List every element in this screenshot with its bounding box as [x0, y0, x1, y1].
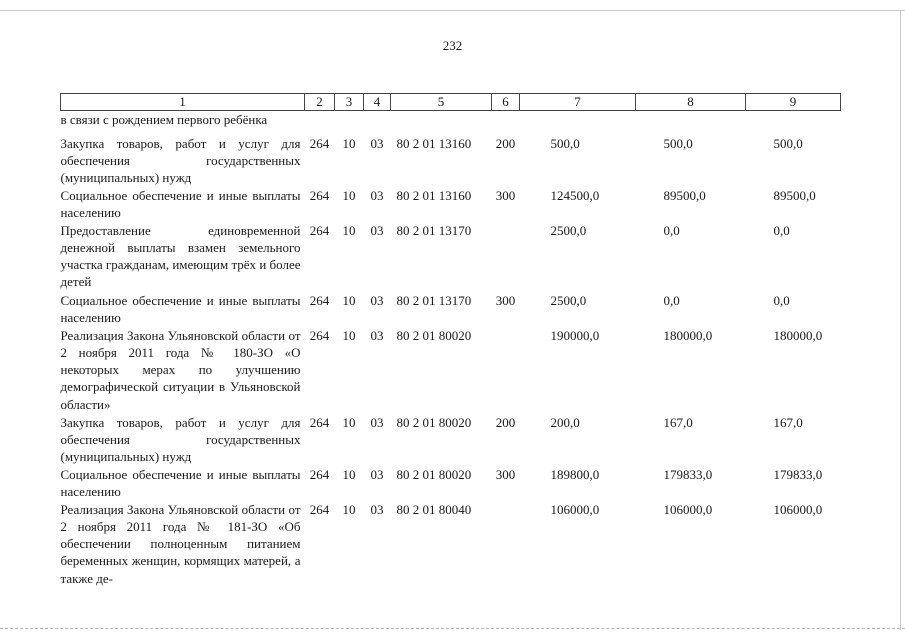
row-target-article: 80 2 01 13170 [396, 292, 472, 308]
row-amount-col7: 190000,0 [550, 327, 600, 343]
row-ministry-code: 264 [309, 292, 330, 308]
table-row [61, 414, 841, 466]
row-expense-type: 300 [495, 187, 516, 203]
page-top-border [0, 10, 905, 11]
row-amount-col8: 180000,0 [663, 327, 713, 343]
row-amount-col7: 200,0 [550, 414, 580, 430]
row-subsection: 03 [370, 414, 384, 430]
header-col-8: 8 [636, 94, 746, 111]
row-amount-col9: 0,0 [773, 222, 790, 238]
row-amount-col8 [636, 111, 746, 135]
table-row [61, 187, 841, 222]
row-expense-type: 200 [495, 135, 516, 151]
row-name: Закупка товаров, работ и услуг для обеспечения государственных (муниципальных) нужд [60, 135, 301, 186]
header-col-1: 1 [61, 94, 305, 111]
row-expense-type [492, 501, 520, 588]
header-row [61, 94, 841, 111]
header-col-7: 7 [520, 94, 636, 111]
header-col-5: 5 [391, 94, 492, 111]
row-amount-col7: 106000,0 [550, 501, 600, 517]
row-target-article: 80 2 01 13160 [396, 187, 472, 203]
row-amount-col7: 189800,0 [550, 466, 600, 482]
row-name: Реализация Закона Ульяновской области от 2 ноября 2011 года № 181-ЗО «Об обеспечении полноценным питанием беременных женщин, кормящих матерей, а также де- [60, 501, 301, 586]
row-subsection: 03 [370, 292, 384, 308]
row-amount-col8: 179833,0 [663, 466, 713, 482]
row-ministry-code: 264 [309, 327, 330, 343]
row-ministry-code: 264 [309, 222, 330, 238]
row-name: Социальное обеспечение и иные выплаты населению [60, 292, 301, 325]
row-amount-col9: 500,0 [773, 135, 803, 151]
row-target-article: 80 2 01 13170 [396, 222, 472, 238]
row-amount-col9: 89500,0 [773, 187, 816, 203]
row-amount-col9 [746, 111, 841, 135]
row-amount-col9: 167,0 [773, 414, 803, 430]
row-subsection: 03 [370, 466, 384, 482]
row-name: Предоставление единовременной денежной выплаты взамен земельного участка гражданам, имеющим трёх и более детей [60, 222, 301, 290]
table-row [61, 292, 841, 327]
header-col-4: 4 [364, 94, 391, 111]
row-amount-col9: 0,0 [773, 292, 790, 308]
row-amount-col8: 167,0 [663, 414, 693, 430]
page-number: 232 [442, 38, 463, 53]
row-amount-col9: 180000,0 [773, 327, 823, 343]
header-col-6: 6 [492, 94, 520, 111]
row-target-article: 80 2 01 80020 [396, 414, 472, 430]
row-expense-type [492, 327, 520, 414]
row-amount-col8: 500,0 [663, 135, 693, 151]
row-ministry-code: 264 [309, 187, 330, 203]
row-subsection: 03 [370, 222, 384, 238]
row-amount-col8: 0,0 [663, 222, 680, 238]
row-section: 10 [342, 501, 356, 517]
row-name: в связи с рождением первого ребёнка [60, 112, 268, 127]
row-ministry-code: 264 [309, 501, 330, 517]
table-row [61, 466, 841, 501]
row-section: 10 [342, 414, 356, 430]
row-section: 10 [342, 187, 356, 203]
row-expense-type [492, 222, 520, 292]
row-name: Закупка товаров, работ и услуг для обеспечения государственных (муниципальных) нужд [60, 414, 301, 465]
row-subsection: 03 [370, 135, 384, 151]
row-subsection: 03 [370, 187, 384, 203]
row-name: Социальное обеспечение и иные выплаты населению [60, 187, 301, 220]
row-target-article: 80 2 01 80020 [396, 466, 472, 482]
row-subsection [364, 111, 391, 135]
row-subsection: 03 [370, 327, 384, 343]
row-amount-col8: 0,0 [663, 292, 680, 308]
page-right-border [900, 10, 901, 630]
row-ministry-code: 264 [309, 414, 330, 430]
row-target-article: 80 2 01 13160 [396, 135, 472, 151]
row-amount-col7: 2500,0 [550, 222, 587, 238]
row-amount-col7: 2500,0 [550, 292, 587, 308]
header-col-3: 3 [335, 94, 364, 111]
row-section: 10 [342, 222, 356, 238]
page-bottom-border [0, 628, 905, 629]
row-subsection: 03 [370, 501, 384, 517]
row-expense-type: 300 [495, 466, 516, 482]
budget-table [60, 93, 841, 588]
row-amount-col9: 106000,0 [773, 501, 823, 517]
row-amount-col7: 124500,0 [550, 187, 600, 203]
row-amount-col7: 500,0 [550, 135, 580, 151]
row-target-article [391, 111, 492, 135]
row-ministry-code [305, 111, 335, 135]
row-target-article: 80 2 01 80020 [396, 327, 472, 343]
row-amount-col7 [520, 111, 636, 135]
table-row [61, 111, 841, 135]
row-amount-col8: 106000,0 [663, 501, 713, 517]
row-section: 10 [342, 135, 356, 151]
row-section [335, 111, 364, 135]
row-expense-type: 200 [495, 414, 516, 430]
row-section: 10 [342, 292, 356, 308]
row-amount-col8: 89500,0 [663, 187, 706, 203]
row-name: Реализация Закона Ульяновской области от 2 ноября 2011 года № 180-ЗО «О некоторых мерах по улучшению демографической ситуации в Ульяновской области» [60, 327, 301, 412]
table-row [61, 327, 841, 414]
row-name: Социальное обеспечение и иные выплаты населению [60, 466, 301, 499]
row-amount-col9: 179833,0 [773, 466, 823, 482]
row-target-article: 80 2 01 80040 [396, 501, 472, 517]
row-ministry-code: 264 [309, 466, 330, 482]
row-section: 10 [342, 466, 356, 482]
row-expense-type: 300 [495, 292, 516, 308]
row-expense-type [492, 111, 520, 135]
row-ministry-code: 264 [309, 135, 330, 151]
header-col-2: 2 [305, 94, 335, 111]
row-section: 10 [342, 327, 356, 343]
table-row [61, 135, 841, 187]
table-row [61, 222, 841, 292]
table-row [61, 501, 841, 588]
header-col-9: 9 [746, 94, 841, 111]
